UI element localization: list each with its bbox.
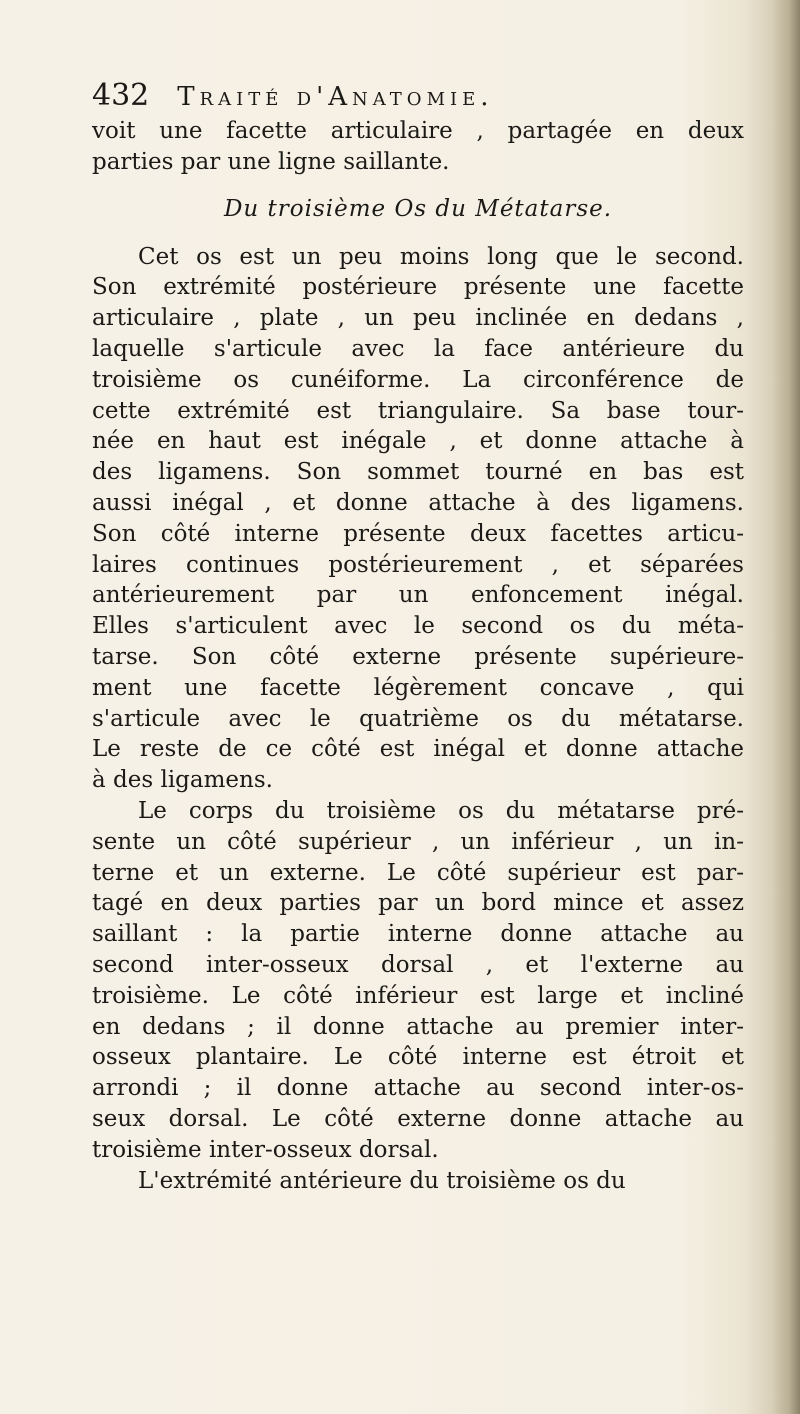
page-number: 432 xyxy=(92,78,150,113)
text-line: à des ligamens. xyxy=(92,767,273,794)
paragraph-3 xyxy=(92,1166,744,1197)
text-block xyxy=(92,78,744,1196)
paragraph-1 xyxy=(92,242,744,796)
text-line: en dedans ; il donne attache au premier inter- xyxy=(92,1013,744,1040)
text-line: Le reste de ce côté est inégal et donne attache xyxy=(92,736,744,763)
text-line: L'extrémité antérieure du troisième os du xyxy=(138,1167,626,1194)
text-line: arrondi ; il donne attache au second inter-os- xyxy=(92,1075,744,1102)
text-line: troisième. Le côté inférieur est large et incliné xyxy=(92,982,744,1009)
text-line: née en haut est inégale , et donne attache à xyxy=(92,428,744,455)
text-line: cette extrémité est triangulaire. Sa base tour- xyxy=(92,397,744,424)
section-title: Du troisième Os du Métatarse. xyxy=(223,195,613,222)
text-line: sente un côté supérieur , un inférieur , un in- xyxy=(92,828,744,855)
running-head xyxy=(92,78,744,114)
text-line: terne et un externe. Le côté supérieur est par- xyxy=(92,859,744,886)
running-title: Traité d'Anatomie. xyxy=(177,82,494,112)
text-line: antérieurement par un enfoncement inégal. xyxy=(92,582,744,609)
text-line: parties par une ligne saillante. xyxy=(92,148,450,175)
text-line: Son extrémité postérieure présente une facette xyxy=(92,274,744,301)
text-line: tagé en deux parties par un bord mince et assez xyxy=(92,890,744,917)
text-line: s'articule avec le quatrième os du métatarse. xyxy=(92,705,744,732)
intro-paragraph xyxy=(92,116,744,178)
text-line: seux dorsal. Le côté externe donne attache au xyxy=(92,1105,744,1132)
text-line: laires continues postérieurement , et séparées xyxy=(92,551,744,578)
text-line: voit une facette articulaire , partagée en deux xyxy=(92,118,744,144)
text-line: Son côté interne présente deux facettes articu- xyxy=(92,520,744,547)
text-line: articulaire , plate , un peu inclinée en dedans , xyxy=(92,305,744,332)
text-line: osseux plantaire. Le côté interne est étroit et xyxy=(92,1044,744,1071)
text-line: aussi inégal , et donne attache à des ligamens. xyxy=(92,489,744,516)
text-line: tarse. Son côté externe présente supérieure- xyxy=(92,643,744,670)
text-line: Elles s'articulent avec le second os du méta- xyxy=(92,613,744,640)
text-line: Cet os est un peu moins long que le second. xyxy=(138,243,744,270)
text-line: troisième inter-osseux dorsal. xyxy=(92,1136,439,1163)
text-line: ment une facette légèrement concave , qui xyxy=(92,674,744,701)
text-line: des ligamens. Son sommet tourné en bas est xyxy=(92,459,744,486)
text-line: Le corps du troisième os du métatarse pré- xyxy=(138,797,744,824)
text-line: laquelle s'articule avec la face antérieure du xyxy=(92,335,744,362)
text-line: second inter-osseux dorsal , et l'externe au xyxy=(92,951,744,978)
text-line: saillant : la partie interne donne attache au xyxy=(92,921,744,948)
page-binding-edge xyxy=(772,0,800,1414)
paragraph-2 xyxy=(92,796,744,1166)
text-line: troisième os cunéiforme. La circonférence de xyxy=(92,366,744,393)
